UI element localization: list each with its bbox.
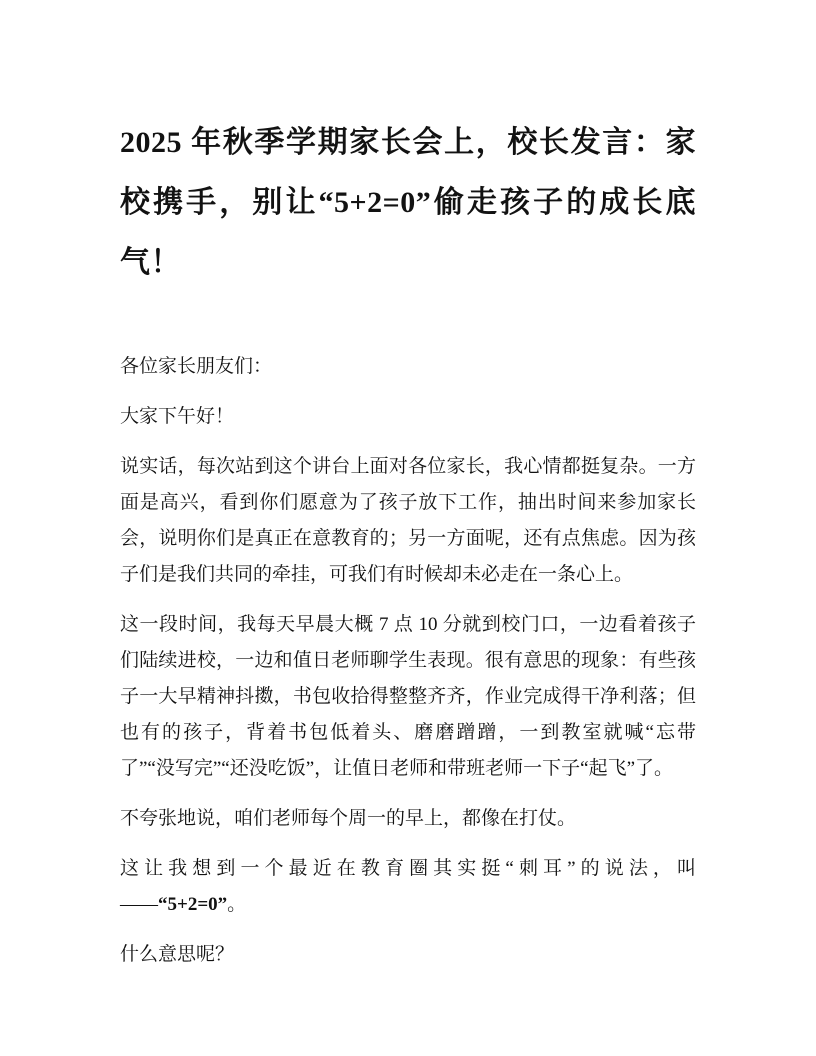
paragraph-body-1: 说实话，每次站到这个讲台上面对各位家长，我心情都挺复杂。一方面是高兴，看到你们愿意为了孩子放下工作，抽出时间来参加家长会，说明你们是真正在意教育的；另一方面呢，还有点焦虑。因为孩子们是我们共同的牵挂，可我们有时候却未必走在一条心上。 [120,456,696,585]
saying-text-after: 。 [227,894,247,915]
saying-bold-term: “5+2=0” [158,894,228,915]
paragraph-salutation: 各位家长朋友们： [120,356,273,377]
paragraph-saying [120,851,696,923]
paragraph-question: 什么意思呢？ [120,944,235,965]
saying-text-before: 这让我想到一个最近在教育圈其实挺“刺耳”的说法，叫—— [120,858,696,915]
document-title: 2025 年秋季学期家长会上，校长发言：家校携手，别让“5+2=0”偷走孩子的成长底气！ [120,126,696,279]
paragraph-body-2: 这一段时间，我每天早晨大概 7 点 10 分就到校门口，一边看着孩子们陆续进校，一边和值日老师聊学生表现。很有意思的现象：有些孩子一大早精神抖擞，书包收拾得整整齐齐，作业完成得干净利落；但也有的孩子，背着书包低着头、磨磨蹭蹭，一到教室就喊“忘带了”“没写完”“还没吃饭”，让值日老师和带班老师一下子“起飞”了。 [120,614,696,779]
paragraph-greeting: 大家下午好！ [120,406,235,427]
paragraph-body-3: 不夸张地说，咱们老师每个周一的早上，都像在打仗。 [120,808,577,829]
